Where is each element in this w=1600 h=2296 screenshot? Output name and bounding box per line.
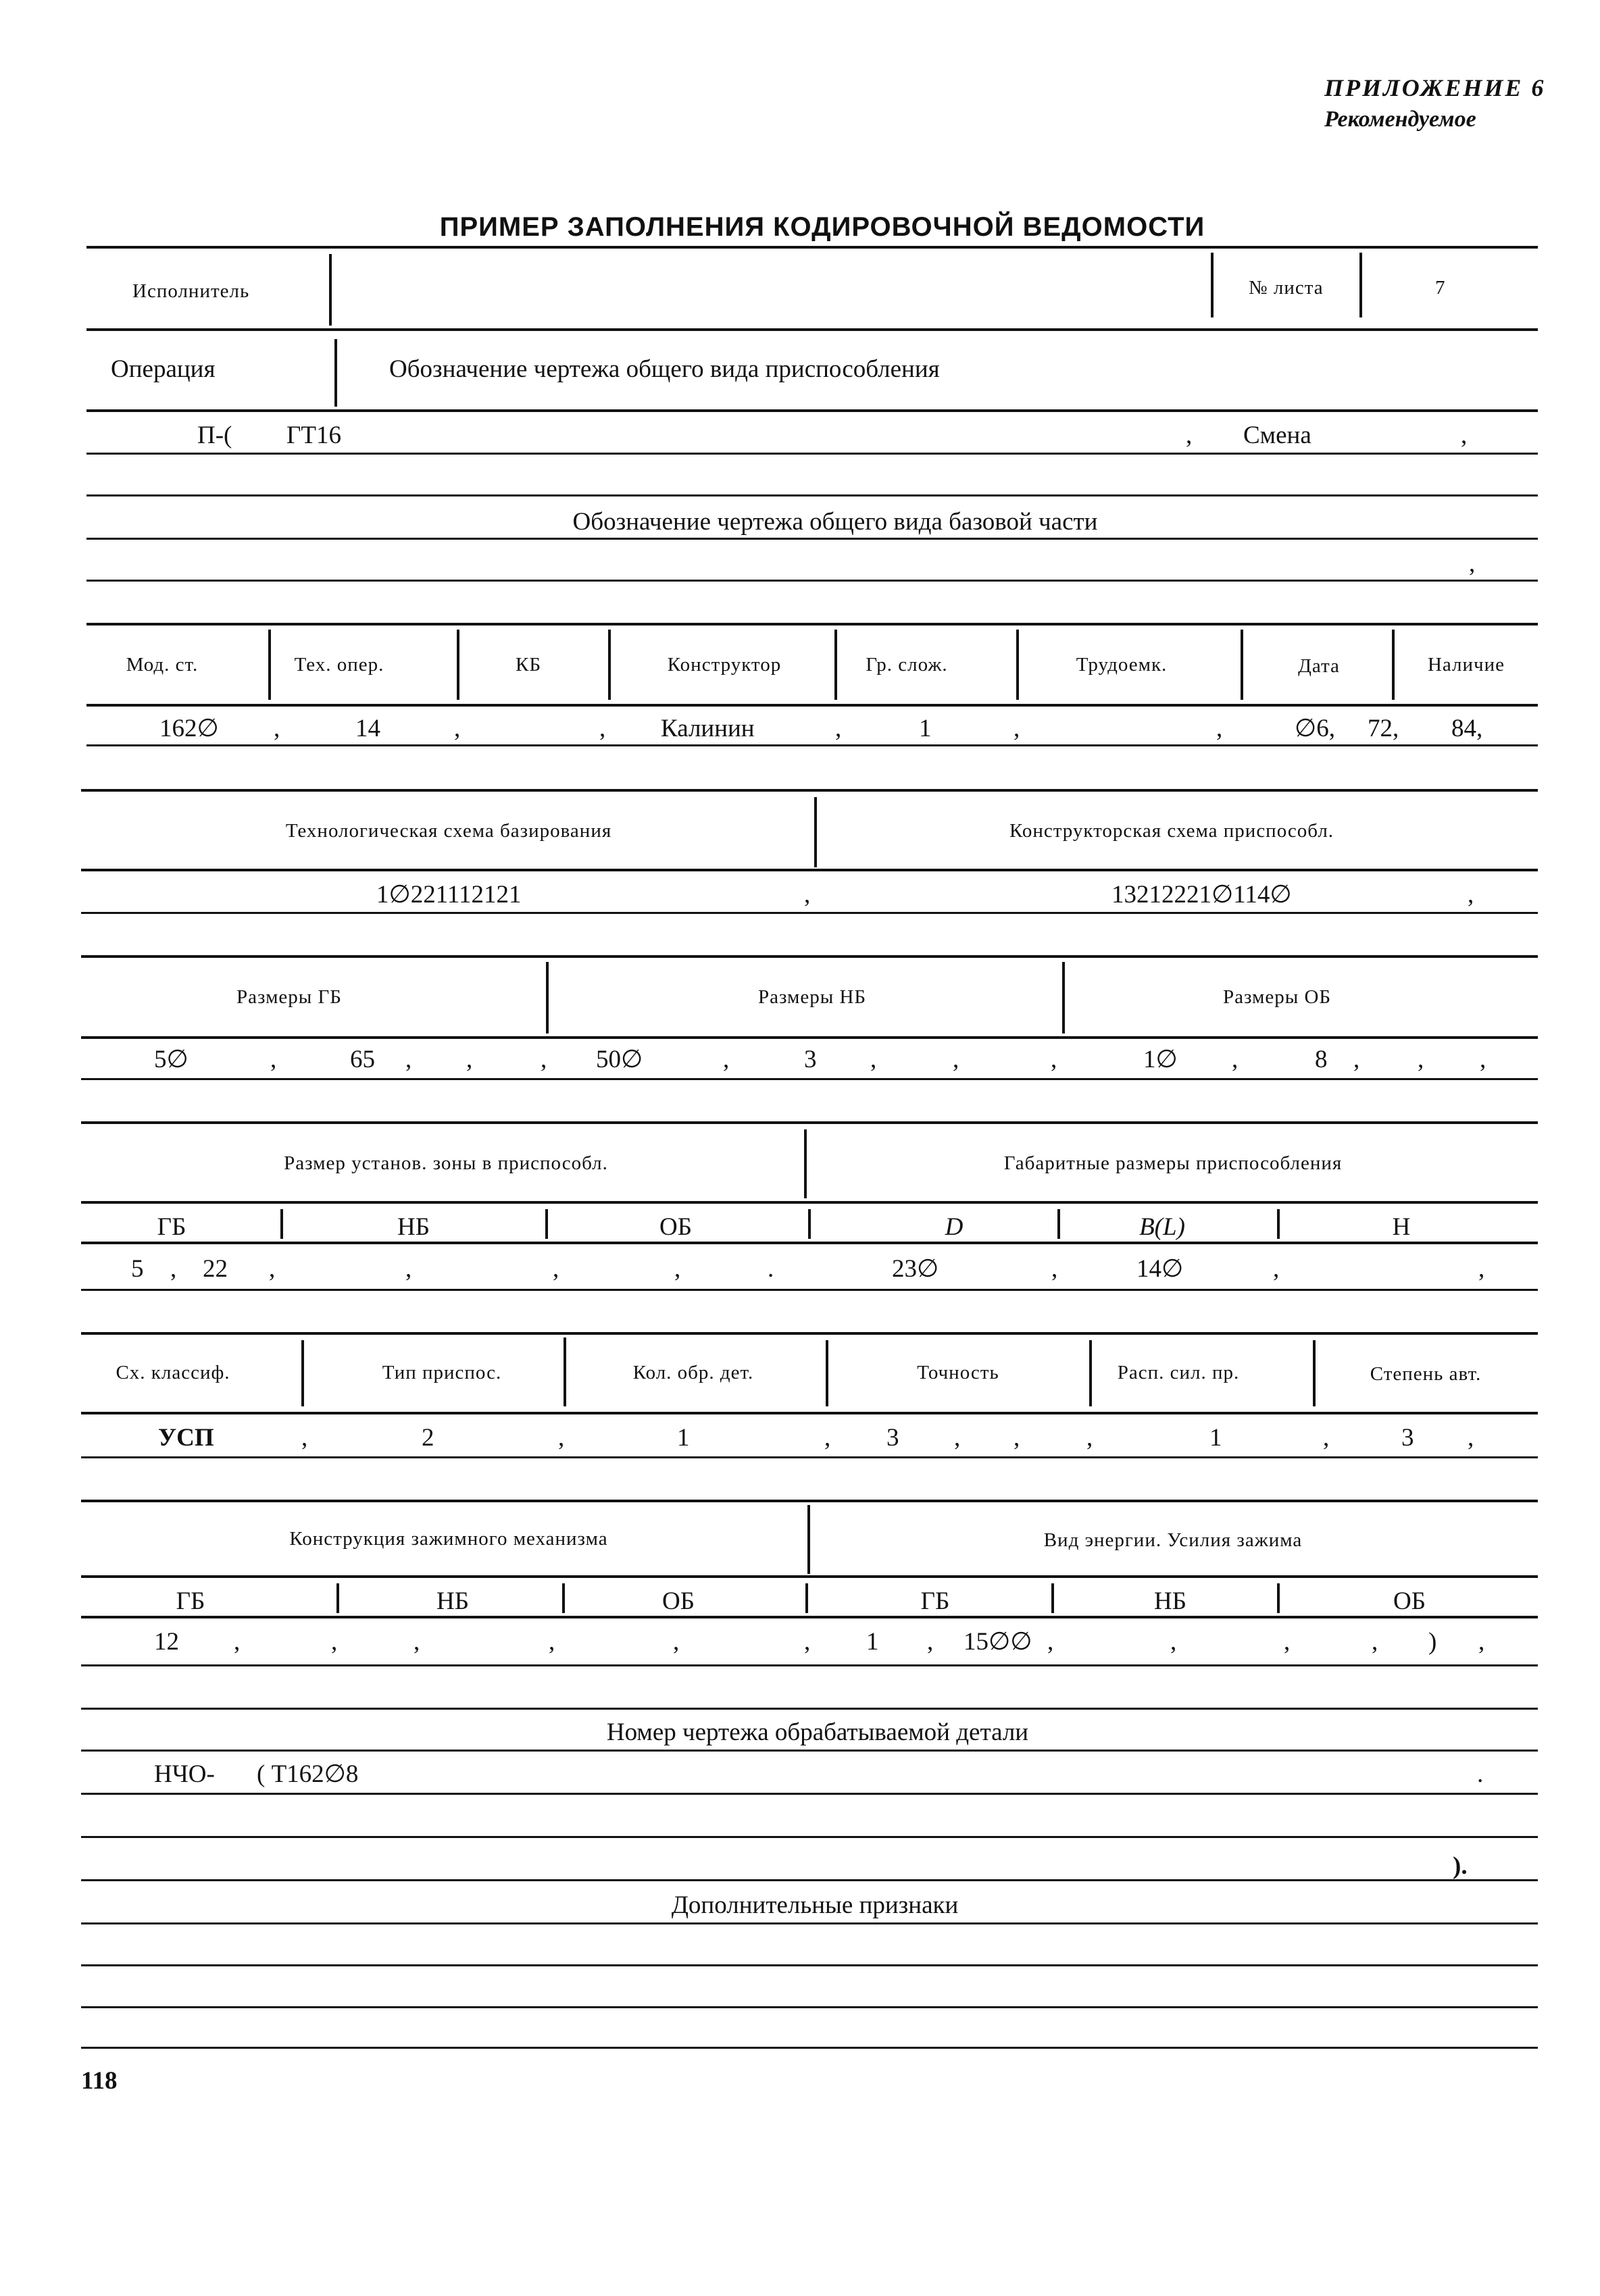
divider: [1277, 1583, 1280, 1613]
rule: [81, 955, 1538, 958]
value-energy-gb-1: 1: [866, 1628, 879, 1656]
separator: ,: [1461, 422, 1468, 449]
value-tech-basing-scheme: 1∅221112121: [376, 881, 522, 909]
separator: ,: [723, 1046, 730, 1073]
value-date-day: ∅6,: [1295, 715, 1335, 742]
divider: [826, 1340, 828, 1406]
separator: ,: [405, 1046, 412, 1073]
separator: ,: [270, 1046, 277, 1073]
separator: ,: [405, 1255, 412, 1283]
base-part-drawing-label: Обозначение чертежа общего вида базовой части: [572, 508, 1098, 536]
rule: [81, 1456, 1538, 1458]
divider: [608, 630, 611, 700]
separator: ,: [835, 715, 842, 742]
header-complexity-group: Гр. слож.: [866, 654, 948, 675]
appendix-status: Рекомендуемое: [1324, 107, 1476, 132]
sub-d: D: [945, 1213, 964, 1241]
divider: [1277, 1209, 1280, 1239]
separator: ,: [1323, 1424, 1330, 1452]
header-sizes-ob: Размеры ОБ: [1222, 986, 1332, 1008]
divider: [805, 1583, 808, 1613]
sub-energy-nb: НБ: [1154, 1587, 1186, 1615]
value-availability: 84,: [1451, 715, 1483, 742]
separator: ,: [1478, 1255, 1485, 1283]
value-automation-degree: 3: [1401, 1424, 1414, 1452]
separator: ,: [541, 1046, 547, 1073]
separator: .: [1477, 1760, 1484, 1788]
sub-clamp-gb: ГБ: [176, 1587, 205, 1615]
rule: [81, 1078, 1538, 1080]
divider: [329, 254, 332, 326]
rule: [86, 453, 1538, 455]
separator: ,: [870, 1046, 877, 1073]
separator: ,: [1468, 1424, 1474, 1452]
rule: [86, 744, 1538, 746]
header-date: Дата: [1298, 655, 1340, 677]
separator: ,: [274, 715, 280, 742]
divider: [1313, 1340, 1316, 1406]
rule: [81, 1575, 1538, 1578]
separator: ,: [1372, 1628, 1378, 1656]
extra-features-label: Дополнительные признаки: [671, 1891, 959, 1919]
page-title: ПРИМЕР ЗАПОЛНЕНИЯ КОДИРОВОЧНОЙ ВЕДОМОСТИ: [439, 212, 1205, 242]
value-force-distribution: 1: [1209, 1424, 1222, 1452]
sub-clamp-ob: ОБ: [662, 1587, 695, 1615]
page-number: 118: [81, 2067, 118, 2095]
value-tech-oper: 14: [355, 715, 380, 742]
header-tech-basing-scheme: Технологическая схема базирования: [285, 820, 612, 842]
divider: [280, 1209, 283, 1239]
separator: ,: [1051, 1046, 1057, 1073]
rule: [81, 789, 1538, 792]
separator: ,: [1468, 881, 1474, 909]
sheet-number-label: № листа: [1249, 277, 1324, 299]
header-clamp-mechanism: Конструкция зажимного механизма: [289, 1528, 608, 1550]
rule: [81, 1242, 1538, 1244]
divider: [1051, 1583, 1054, 1613]
part-drawing-label: Номер чертежа обрабатываемой детали: [606, 1718, 1029, 1746]
separator: ,: [674, 1255, 681, 1283]
header-install-zone: Размер установ. зоны в приспособл.: [284, 1152, 608, 1174]
divider: [564, 1337, 566, 1406]
separator: ,: [454, 715, 461, 742]
header-kb: КБ: [516, 654, 541, 675]
header-fixture-type: Тип приспос.: [382, 1362, 502, 1383]
value-complexity-group: 1: [919, 715, 932, 742]
value-dim-d: 23∅: [892, 1255, 939, 1283]
divider: [1016, 630, 1019, 700]
divider: [834, 630, 837, 700]
separator: ,: [1047, 1628, 1054, 1656]
header-force-distribution: Расп. сил. пр.: [1117, 1362, 1240, 1383]
sub-h: Н: [1392, 1213, 1411, 1241]
rule: [86, 704, 1538, 707]
separator: ,: [1284, 1628, 1291, 1656]
separator: ,: [599, 715, 606, 742]
header-sizes-gb: Размеры ГБ: [236, 986, 342, 1008]
value-design-scheme: 13212221∅114∅: [1111, 881, 1292, 909]
separator: ,: [269, 1255, 276, 1283]
rule-top: [86, 246, 1538, 249]
value-energy-gb-2: 15∅∅: [964, 1628, 1032, 1656]
separator: ,: [1086, 1424, 1093, 1452]
sub-bl: B(L): [1139, 1213, 1185, 1241]
separator: ,: [301, 1424, 308, 1452]
value-fixture-type: 2: [422, 1424, 434, 1452]
value-nb-1: 50∅: [596, 1046, 643, 1073]
separator: ,: [558, 1424, 565, 1452]
divider: [1062, 962, 1065, 1034]
separator: ,: [1469, 550, 1476, 578]
value-ob-2: 8: [1315, 1046, 1328, 1073]
divider: [814, 797, 817, 867]
separator: ,: [1014, 1424, 1020, 1452]
rule: [81, 1708, 1538, 1710]
divider: [1392, 630, 1395, 700]
header-automation-degree: Степень авт.: [1370, 1363, 1482, 1385]
divider: [1359, 253, 1362, 317]
part-drawing-number: ( Т162∅8: [257, 1760, 359, 1788]
value-mod-st: 162∅: [159, 715, 219, 742]
divider: [301, 1340, 304, 1406]
sub-clamp-nb: НБ: [436, 1587, 469, 1615]
separator: ,: [1170, 1628, 1177, 1656]
rule: [81, 1121, 1538, 1124]
sub-energy-ob: ОБ: [1393, 1587, 1426, 1615]
appendix-number: ПРИЛОЖЕНИЕ 6: [1324, 74, 1546, 101]
sub-energy-gb: ГБ: [920, 1587, 950, 1615]
rule: [86, 538, 1538, 540]
rule: [81, 1922, 1538, 1924]
fixture-drawing-label: Обозначение чертежа общего вида приспособления: [389, 355, 940, 383]
divider: [562, 1583, 565, 1613]
divider: [546, 962, 549, 1034]
rule: [81, 1412, 1538, 1414]
rule: [81, 1964, 1538, 1966]
value-accuracy: 3: [886, 1424, 899, 1452]
header-accuracy: Точность: [917, 1362, 999, 1383]
rule: [81, 1201, 1538, 1204]
separator: ,: [1216, 715, 1223, 742]
divider: [1241, 630, 1243, 700]
value-classification: УСП: [158, 1424, 214, 1452]
separator: ,: [927, 1628, 934, 1656]
value-gb-1: 5∅: [154, 1046, 189, 1073]
value-designer: Калинин: [661, 715, 755, 742]
value-zone-nb: 22: [203, 1255, 228, 1283]
value-part-count: 1: [677, 1424, 690, 1452]
separator: ,: [414, 1628, 420, 1656]
divider: [804, 1129, 807, 1198]
divider: [1211, 253, 1214, 317]
separator: ,: [170, 1255, 177, 1283]
header-sizes-nb: Размеры НБ: [757, 986, 867, 1008]
header-tech-oper: Тех. опер.: [294, 654, 384, 675]
value-zone-gb: 5: [131, 1255, 144, 1283]
sub-ob: ОБ: [659, 1213, 692, 1241]
value-clamp-gb: 12: [154, 1628, 179, 1656]
value-gb-2: 65: [350, 1046, 375, 1073]
divider: [336, 1583, 339, 1613]
rule: [81, 1289, 1538, 1291]
separator: ,: [549, 1628, 555, 1656]
divider: [457, 630, 459, 700]
sub-gb: ГБ: [157, 1213, 186, 1241]
separator: ,: [953, 1046, 959, 1073]
executor-label: Исполнитель: [132, 280, 250, 302]
rule: [86, 328, 1538, 331]
value-date-year: 72,: [1368, 715, 1399, 742]
divider: [808, 1209, 811, 1239]
separator: ,: [234, 1628, 241, 1656]
header-energy-clamp-force: Вид энергии. Усилия зажима: [1043, 1529, 1303, 1551]
rule: [81, 1750, 1538, 1752]
rule: [86, 409, 1538, 412]
separator: ,: [1273, 1255, 1280, 1283]
separator: ,: [553, 1255, 559, 1283]
rule: [81, 1664, 1538, 1666]
closing-paren: ): [1428, 1628, 1437, 1656]
separator: ,: [466, 1046, 473, 1073]
divider: [334, 339, 337, 407]
separator: ,: [954, 1424, 961, 1452]
drawing-prefix: П-(: [197, 422, 232, 449]
divider: [268, 630, 271, 700]
header-part-count: Кол. обр. дет.: [632, 1362, 754, 1383]
separator: .: [768, 1255, 774, 1283]
rule: [86, 623, 1538, 626]
header-availability: Наличие: [1427, 654, 1505, 675]
sub-nb: НБ: [397, 1213, 430, 1241]
divider: [807, 1505, 810, 1574]
closing-paren: ).: [1453, 1852, 1468, 1880]
value-dim-bl: 14∅: [1136, 1255, 1184, 1283]
value-ob-1: 1∅: [1143, 1046, 1178, 1073]
rule: [81, 1500, 1538, 1502]
rule: [81, 2006, 1538, 2008]
rule: [81, 912, 1538, 914]
separator: ,: [1480, 1046, 1486, 1073]
header-classification-scheme: Сх. классиф.: [116, 1362, 230, 1383]
rule: [81, 1332, 1538, 1335]
separator: ,: [331, 1628, 338, 1656]
separator: ,: [673, 1628, 680, 1656]
separator: ,: [824, 1424, 831, 1452]
rule: [86, 494, 1538, 496]
shift-label: Смена: [1243, 422, 1311, 449]
rule: [81, 1616, 1538, 1618]
operation-label: Операция: [111, 355, 216, 383]
value-nb-2: 3: [804, 1046, 817, 1073]
separator: ,: [1051, 1255, 1058, 1283]
divider: [1089, 1340, 1092, 1406]
header-design-scheme: Конструкторская схема приспособл.: [1009, 820, 1334, 842]
header-overall-dimensions: Габаритные размеры приспособления: [1003, 1152, 1343, 1174]
rule: [81, 869, 1538, 871]
separator: ,: [1014, 715, 1020, 742]
header-labor-intensity: Трудоемк.: [1076, 654, 1168, 675]
rule: [86, 580, 1538, 582]
separator: ,: [1418, 1046, 1424, 1073]
separator: ,: [1478, 1628, 1485, 1656]
separator: ,: [1232, 1046, 1239, 1073]
separator: ,: [1186, 422, 1193, 449]
separator: ,: [1353, 1046, 1360, 1073]
separator: ,: [804, 1628, 811, 1656]
separator: ,: [804, 881, 811, 909]
drawing-code: ГТ16: [286, 422, 341, 449]
header-designer: Конструктор: [667, 654, 782, 675]
rule: [81, 1836, 1538, 1838]
header-mod-st: Мод. ст.: [126, 654, 199, 675]
rule: [81, 1879, 1538, 1881]
part-drawing-prefix: НЧО-: [154, 1760, 215, 1788]
sheet-number-value: 7: [1435, 277, 1446, 299]
rule: [81, 2047, 1538, 2049]
rule: [81, 1036, 1538, 1039]
divider: [545, 1209, 548, 1239]
rule: [81, 1793, 1538, 1795]
divider: [1057, 1209, 1060, 1239]
